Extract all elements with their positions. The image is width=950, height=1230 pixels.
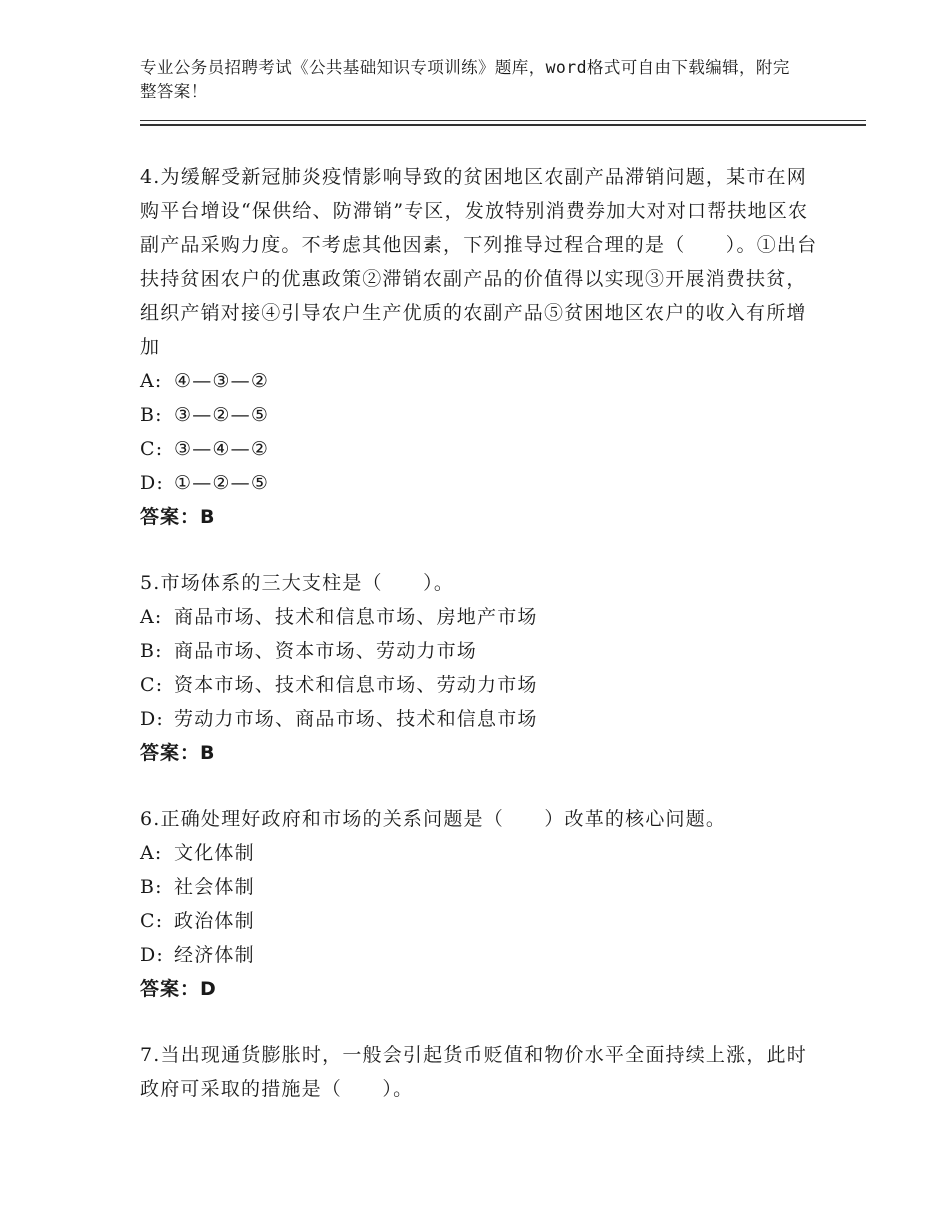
header-rule-thin xyxy=(140,120,866,121)
option-text: ④—③—② xyxy=(174,370,270,392)
answer-label: 答案： xyxy=(140,978,201,1000)
option-letter: D: xyxy=(140,944,165,966)
option-a xyxy=(140,836,820,870)
option-a xyxy=(140,600,820,634)
answer-label: 答案： xyxy=(140,506,201,528)
question-stem: 4.为缓解受新冠肺炎疫情影响导致的贫困地区农副产品滞销问题，某市在网购平台增设“保供给、防滞销”专区，发放特别消费券加大对对口帮扶地区农副产品采购力度。不考虑其他因素，下列推导过程合理的是（ ）。①出台扶持贫困农户的优惠政策②滞销农副产品的价值得以实现③开展消费扶贫，组织产销对接④引导农户生产优质的农副产品⑤贫困地区农户的收入有所增加 xyxy=(140,166,818,358)
option-text: 社会体制 xyxy=(174,876,255,898)
option-b xyxy=(140,634,820,668)
answer-line xyxy=(140,500,820,534)
header-rule-thick xyxy=(140,124,866,126)
option-d xyxy=(140,938,820,972)
question-stem: 6.正确处理好政府和市场的关系问题是（ ）改革的核心问题。 xyxy=(140,808,727,830)
option-c xyxy=(140,668,820,702)
question-list xyxy=(140,160,820,1138)
option-text: ③—②—⑤ xyxy=(174,404,270,426)
option-text: ①—②—⑤ xyxy=(174,472,270,494)
option-letter: D: xyxy=(140,708,165,730)
option-c xyxy=(140,432,820,466)
option-text: 资本市场、技术和信息市场、劳动力市场 xyxy=(174,674,538,696)
question-stem: 5.市场体系的三大支柱是（ ）。 xyxy=(140,572,455,594)
option-c xyxy=(140,904,820,938)
option-b xyxy=(140,870,820,904)
answer-value: B xyxy=(200,742,216,764)
answer-line xyxy=(140,736,820,770)
question-6 xyxy=(140,802,820,1006)
option-letter: C: xyxy=(140,910,164,932)
option-letter: B: xyxy=(140,876,163,898)
question-5 xyxy=(140,566,820,770)
option-letter: A: xyxy=(140,842,163,864)
question-4 xyxy=(140,160,820,534)
option-text: 劳动力市场、商品市场、技术和信息市场 xyxy=(174,708,538,730)
answer-line xyxy=(140,972,820,1006)
option-letter: C: xyxy=(140,674,164,696)
option-d xyxy=(140,702,820,736)
option-text: ③—④—② xyxy=(174,438,270,460)
option-text: 文化体制 xyxy=(174,842,255,864)
question-7 xyxy=(140,1038,820,1106)
answer-value: B xyxy=(200,506,216,528)
option-text: 商品市场、资本市场、劳动力市场 xyxy=(174,640,478,662)
option-text: 商品市场、技术和信息市场、房地产市场 xyxy=(174,606,538,628)
option-letter: D: xyxy=(140,472,165,494)
option-letter: A: xyxy=(140,606,163,628)
document-header: 专业公务员招聘考试《公共基础知识专项训练》题库，word格式可自由下载编辑，附完整答案！ xyxy=(140,58,790,101)
option-text: 经济体制 xyxy=(174,944,255,966)
option-letter: A: xyxy=(140,370,163,392)
option-letter: C: xyxy=(140,438,164,460)
option-d xyxy=(140,466,820,500)
question-stem: 7.当出现通货膨胀时，一般会引起货币贬值和物价水平全面持续上涨，此时政府可采取的措施是（ ）。 xyxy=(140,1044,807,1100)
answer-label: 答案： xyxy=(140,742,201,764)
option-text: 政治体制 xyxy=(174,910,255,932)
option-a xyxy=(140,364,820,398)
option-b xyxy=(140,398,820,432)
option-letter: B: xyxy=(140,404,163,426)
option-letter: B: xyxy=(140,640,163,662)
answer-value: D xyxy=(200,978,217,1000)
